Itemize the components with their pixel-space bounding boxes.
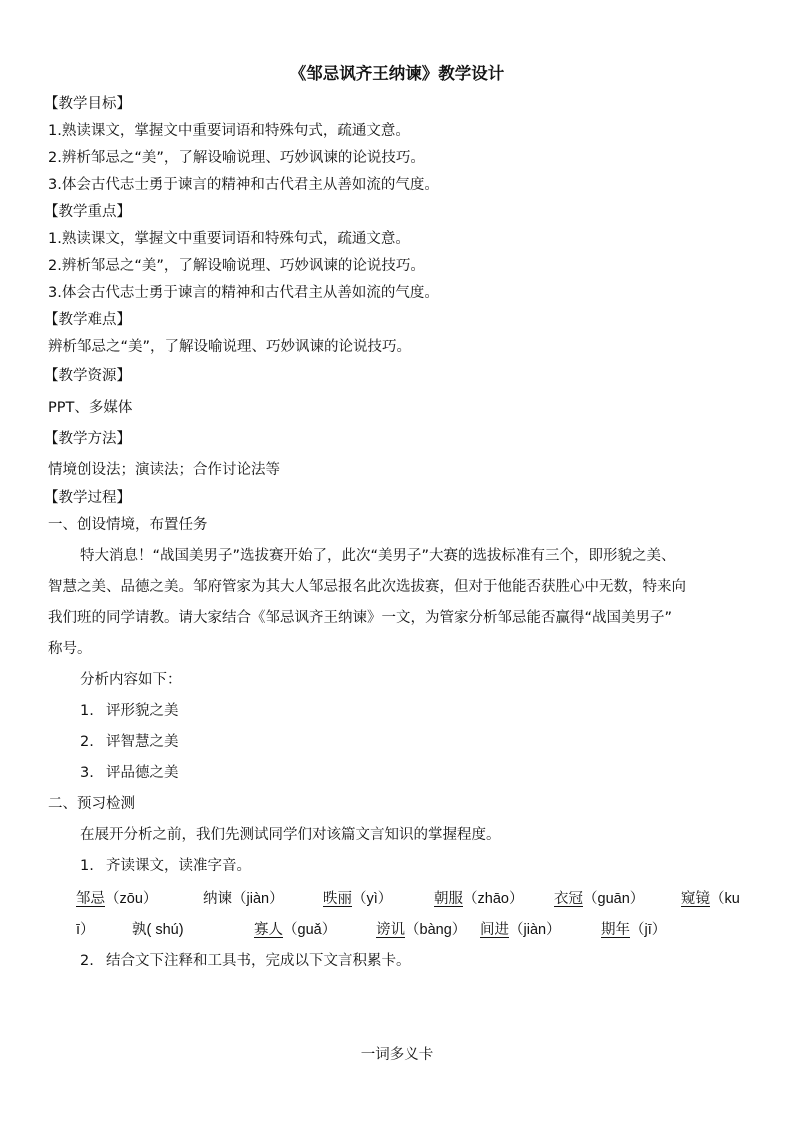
difficulty-heading: 【教学难点】 [44, 312, 131, 328]
list-number: 1. [80, 858, 94, 874]
part1-heading: 一、创设情境，布置任务 [48, 517, 208, 533]
part1-paragraph-line: 我们班的同学请教。请大家结合《邹忌讽齐王纳谏》一文，为管家分析邹忌能否赢得“战国美男子” [48, 610, 673, 626]
list-text: 结合文下注释和工具书，完成以下文言积累卡。 [106, 953, 411, 969]
resources-text: PPT、多媒体 [48, 400, 133, 416]
list-item [80, 701, 179, 721]
list-text: 评形貌之美 [106, 703, 179, 719]
pronunciation-word: 孰 [132, 922, 147, 938]
pronunciation-pinyin: （ku [710, 891, 740, 907]
part2-intro: 在展开分析之前，我们先测试同学们对该篇文言知识的掌握程度。 [80, 827, 501, 843]
pronunciation-word: 衣冠 [554, 891, 583, 907]
pronunciation-item [203, 889, 284, 909]
list-item [80, 732, 179, 752]
pronunciation-word: 纳谏 [203, 891, 232, 907]
list-number: 2. [80, 953, 94, 969]
part1-paragraph-line: 特大消息！“战国美男子”选拔赛开始了，此次“美男子”大赛的选拔标准有三个，即形貌之美、 [80, 548, 676, 564]
list-item [80, 763, 179, 783]
pronunciation-pinyin: （guān） [583, 891, 645, 907]
pronunciation-pinyin: ī） [76, 922, 95, 938]
pronunciation-word: 期年 [601, 922, 630, 938]
process-heading: 【教学过程】 [44, 490, 131, 506]
pronunciation-item [76, 920, 95, 940]
pronunciation-pinyin: （bàng） [405, 922, 467, 938]
task-1 [80, 856, 251, 876]
goals-heading: 【教学目标】 [44, 96, 131, 112]
pronunciation-word: 寡人 [254, 922, 283, 938]
difficulty-text: 辨析邹忌之“美”，了解设喻说理、巧妙讽谏的论说技巧。 [48, 339, 412, 355]
pronunciation-item [601, 920, 666, 940]
key-point-item: 3.体会古代志士勇于谏言的精神和古代君主从善如流的气度。 [48, 285, 439, 301]
pronunciation-item [323, 889, 392, 909]
pronunciation-item [480, 920, 561, 940]
task-2 [80, 951, 411, 971]
pronunciation-word: 昳丽 [323, 891, 352, 907]
pronunciation-pinyin: （jī） [630, 922, 667, 938]
pronunciation-item [132, 920, 184, 940]
pronunciation-word: 谤讥 [376, 922, 405, 938]
pronunciation-word: 朝服 [434, 891, 463, 907]
footer-card-title: 一词多义卡 [360, 1047, 434, 1063]
goal-item: 3.体会古代志士勇于谏言的精神和古代君主从善如流的气度。 [48, 177, 439, 193]
methods-text: 情境创设法；演读法；合作讨论法等 [48, 462, 280, 478]
key-point-item: 1.熟读课文，掌握文中重要词语和特殊句式，疏通文意。 [48, 231, 410, 247]
goal-item: 2.辨析邹忌之“美”，了解设喻说理、巧妙讽谏的论说技巧。 [48, 150, 425, 166]
key-heading: 【教学重点】 [44, 204, 131, 220]
document-title: 《邹忌讽齐王纳谏》教学设计 [289, 64, 505, 83]
pronunciation-pinyin: （guǎ） [283, 922, 337, 938]
pronunciation-pinyin: （zōu） [105, 891, 158, 907]
pronunciation-pinyin: （jiàn） [232, 891, 284, 907]
resources-heading: 【教学资源】 [44, 368, 131, 384]
list-number: 2. [80, 734, 94, 750]
part1-paragraph-line: 智慧之美、品德之美。邹府管家为其大人邹忌报名此次选拔赛，但对于他能否获胜心中无数，特来向 [48, 579, 686, 595]
part2-heading: 二、预习检测 [48, 796, 135, 812]
goal-item: 1.熟读课文，掌握文中重要词语和特殊句式，疏通文意。 [48, 123, 410, 139]
pronunciation-pinyin: （jiàn） [509, 922, 561, 938]
key-point-item: 2.辨析邹忌之“美”，了解设喻说理、巧妙讽谏的论说技巧。 [48, 258, 425, 274]
pronunciation-pinyin: ( shú) [146, 922, 184, 938]
methods-heading: 【教学方法】 [44, 431, 131, 447]
pronunciation-pinyin: （yì） [352, 891, 393, 907]
pronunciation-item [376, 920, 466, 940]
part1-paragraph-line: 称号。 [48, 641, 92, 657]
list-text: 齐读课文，读准字音。 [106, 858, 251, 874]
pronunciation-item [434, 889, 523, 909]
pronunciation-word: 邹忌 [76, 891, 105, 907]
pronunciation-pinyin: （zhāo） [463, 891, 524, 907]
list-text: 评品德之美 [106, 765, 179, 781]
pronunciation-word: 窥镜 [681, 891, 710, 907]
pronunciation-item [681, 889, 740, 909]
pronunciation-item [254, 920, 336, 940]
list-number: 3. [80, 765, 94, 781]
list-number: 1. [80, 703, 94, 719]
pronunciation-item [76, 889, 157, 909]
analysis-intro: 分析内容如下： [80, 672, 182, 688]
pronunciation-item [554, 889, 644, 909]
pronunciation-word: 间进 [480, 922, 509, 938]
list-text: 评智慧之美 [106, 734, 179, 750]
